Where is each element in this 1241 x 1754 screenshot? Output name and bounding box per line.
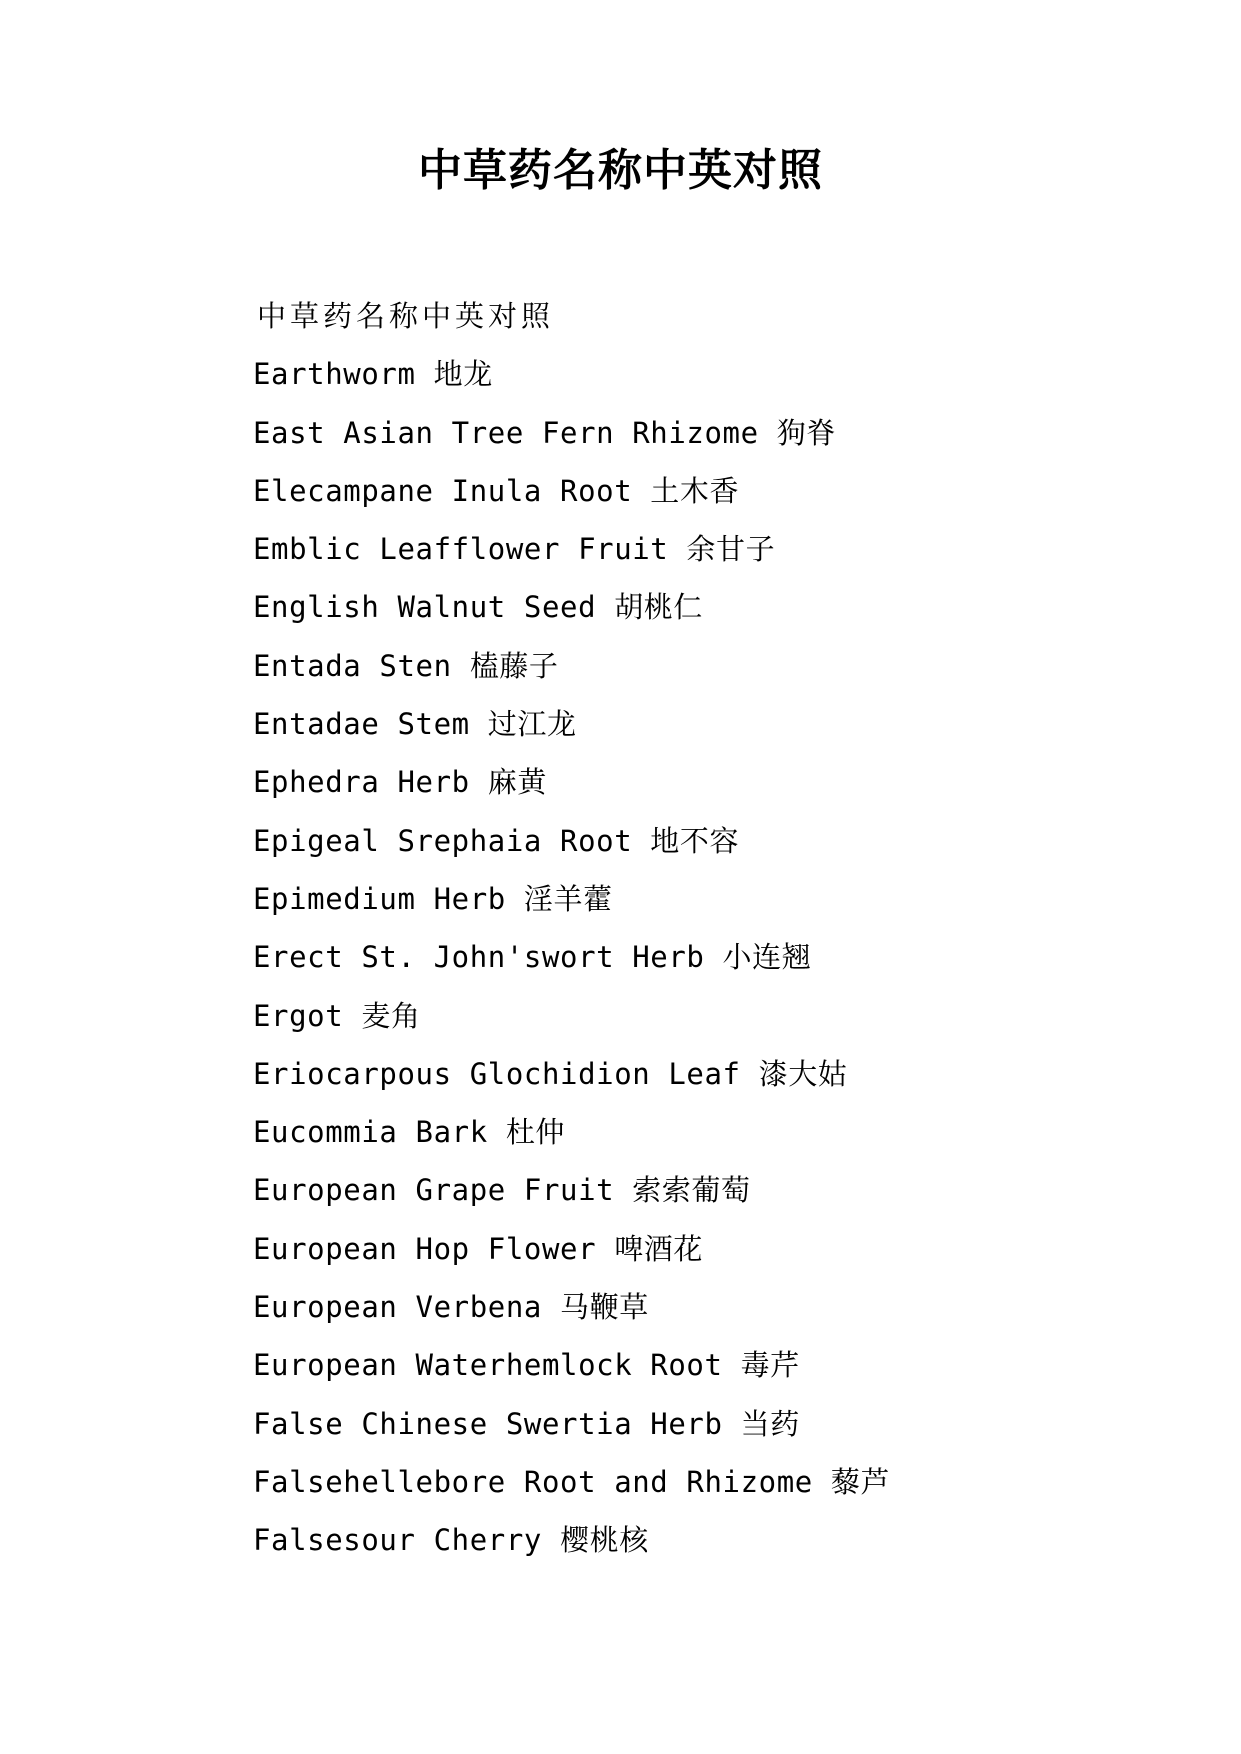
list-item: East Asian Tree Fern Rhizome 狗脊 xyxy=(253,415,836,450)
list-subheading: 中草药名称中英对照 xyxy=(257,299,555,333)
list-item: Entadae Stem 过江龙 xyxy=(253,707,577,742)
list-item: Earthworm 地龙 xyxy=(253,357,493,392)
list-item: Falsehellebore Root and Rhizome 藜芦 xyxy=(253,1464,891,1499)
list-item: European Verbena 马鞭草 xyxy=(253,1290,649,1325)
list-item: English Walnut Seed 胡桃仁 xyxy=(253,590,703,625)
list-item: Eucommia Bark 杜仲 xyxy=(253,1115,566,1150)
list-item: Emblic Leafflower Fruit 余甘子 xyxy=(253,532,776,567)
list-item: Epigeal Srephaia Root 地不容 xyxy=(253,823,740,858)
list-item: European Hop Flower 啤酒花 xyxy=(253,1231,703,1266)
list-item: Erect St. John'swort Herb 小连翘 xyxy=(253,940,812,975)
page-title: 中草药名称中英对照 xyxy=(418,145,823,196)
list-item: Elecampane Inula Root 土木香 xyxy=(253,473,740,508)
list-item: False Chinese Swertia Herb 当药 xyxy=(253,1406,800,1441)
herb-list xyxy=(253,287,890,1570)
list-item: Eriocarpous Glochidion Leaf 漆大姑 xyxy=(253,1056,848,1091)
list-item: Entada Sten 榼藤子 xyxy=(253,648,559,683)
list-item: European Waterhemlock Root 毒芹 xyxy=(253,1348,800,1383)
list-item: Ephedra Herb 麻黄 xyxy=(253,765,547,800)
list-item: Epimedium Herb 淫羊藿 xyxy=(253,881,613,916)
list-item: Falsesour Cherry 樱桃核 xyxy=(253,1523,649,1558)
list-item: Ergot 麦角 xyxy=(253,998,421,1033)
list-item: European Grape Fruit 索索葡萄 xyxy=(253,1173,751,1208)
